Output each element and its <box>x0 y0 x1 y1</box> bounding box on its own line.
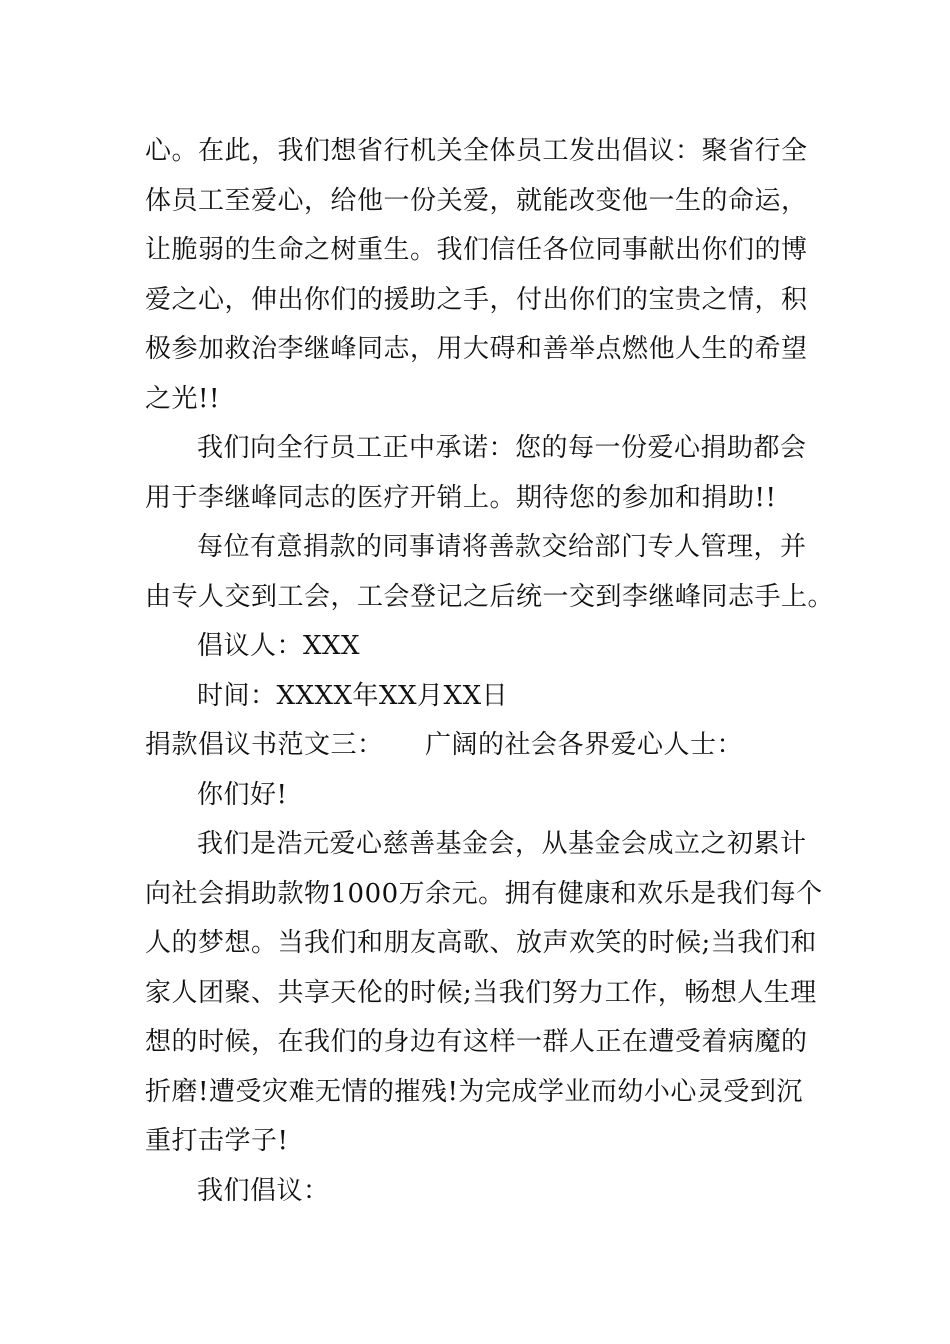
text-line: 重打击学子! <box>145 1126 289 1156</box>
text-line: 每位有意捐款的同事请将善款交给部门专人管理，并 <box>197 532 807 562</box>
text-line: 想的时候，在我们的身边有这样一群人正在遭受着病魔的 <box>145 1027 808 1057</box>
text-line: 体员工至爱心，给他一份关爱，就能改变他一生的命运， <box>145 186 808 216</box>
text-line: 向社会捐助款物1000万余元。拥有健康和欢乐是我们每个 <box>145 879 823 909</box>
text-line: 由专人交到工会，工会登记之后统一交到李继峰同志手上。 <box>145 582 835 612</box>
text-line: 用于李继峰同志的医疗开销上。期待您的参加和捐助!! <box>145 483 777 513</box>
text-line: 我们是浩元爱心慈善基金会，从基金会成立之初累计 <box>197 829 807 859</box>
text-line: 极参加救治李继峰同志，用大碍和善举点燃他人生的希望 <box>145 334 808 364</box>
text-line: 之光!! <box>145 384 220 414</box>
section-heading-line <box>145 728 810 762</box>
section-title: 捐款倡议书范文三： <box>145 730 384 760</box>
text-line: 人的梦想。当我们和朋友高歌、放声欢笑的时候;当我们和 <box>145 928 817 958</box>
text-line: 让脆弱的生命之树重生。我们信任各位同事献出你们的博 <box>145 235 808 265</box>
greeting-line: 你们好! <box>197 780 288 810</box>
proposer-line: 倡议人：XXX <box>197 631 361 661</box>
text-line: 心。在此，我们想省行机关全体员工发出倡议：聚省行全 <box>145 136 808 166</box>
date-line: 时间：XXXX年XX月XX日 <box>197 681 509 711</box>
text-line: 我们向全行员工正中承诺：您的每一份爱心捐助都会 <box>197 433 807 463</box>
text-line: 爱之心，伸出你们的援助之手，付出你们的宝贵之情，积 <box>145 285 808 315</box>
text-line: 折磨!遭受灾难无情的摧残!为完成学业而幼小心灵受到沉 <box>145 1077 803 1107</box>
salutation: 广阔的社会各界爱心人士： <box>425 730 744 760</box>
text-line: 家人团聚、共享天伦的时候;当我们努力工作，畅想人生理 <box>145 978 817 1008</box>
closing-line: 我们倡议： <box>197 1176 330 1206</box>
